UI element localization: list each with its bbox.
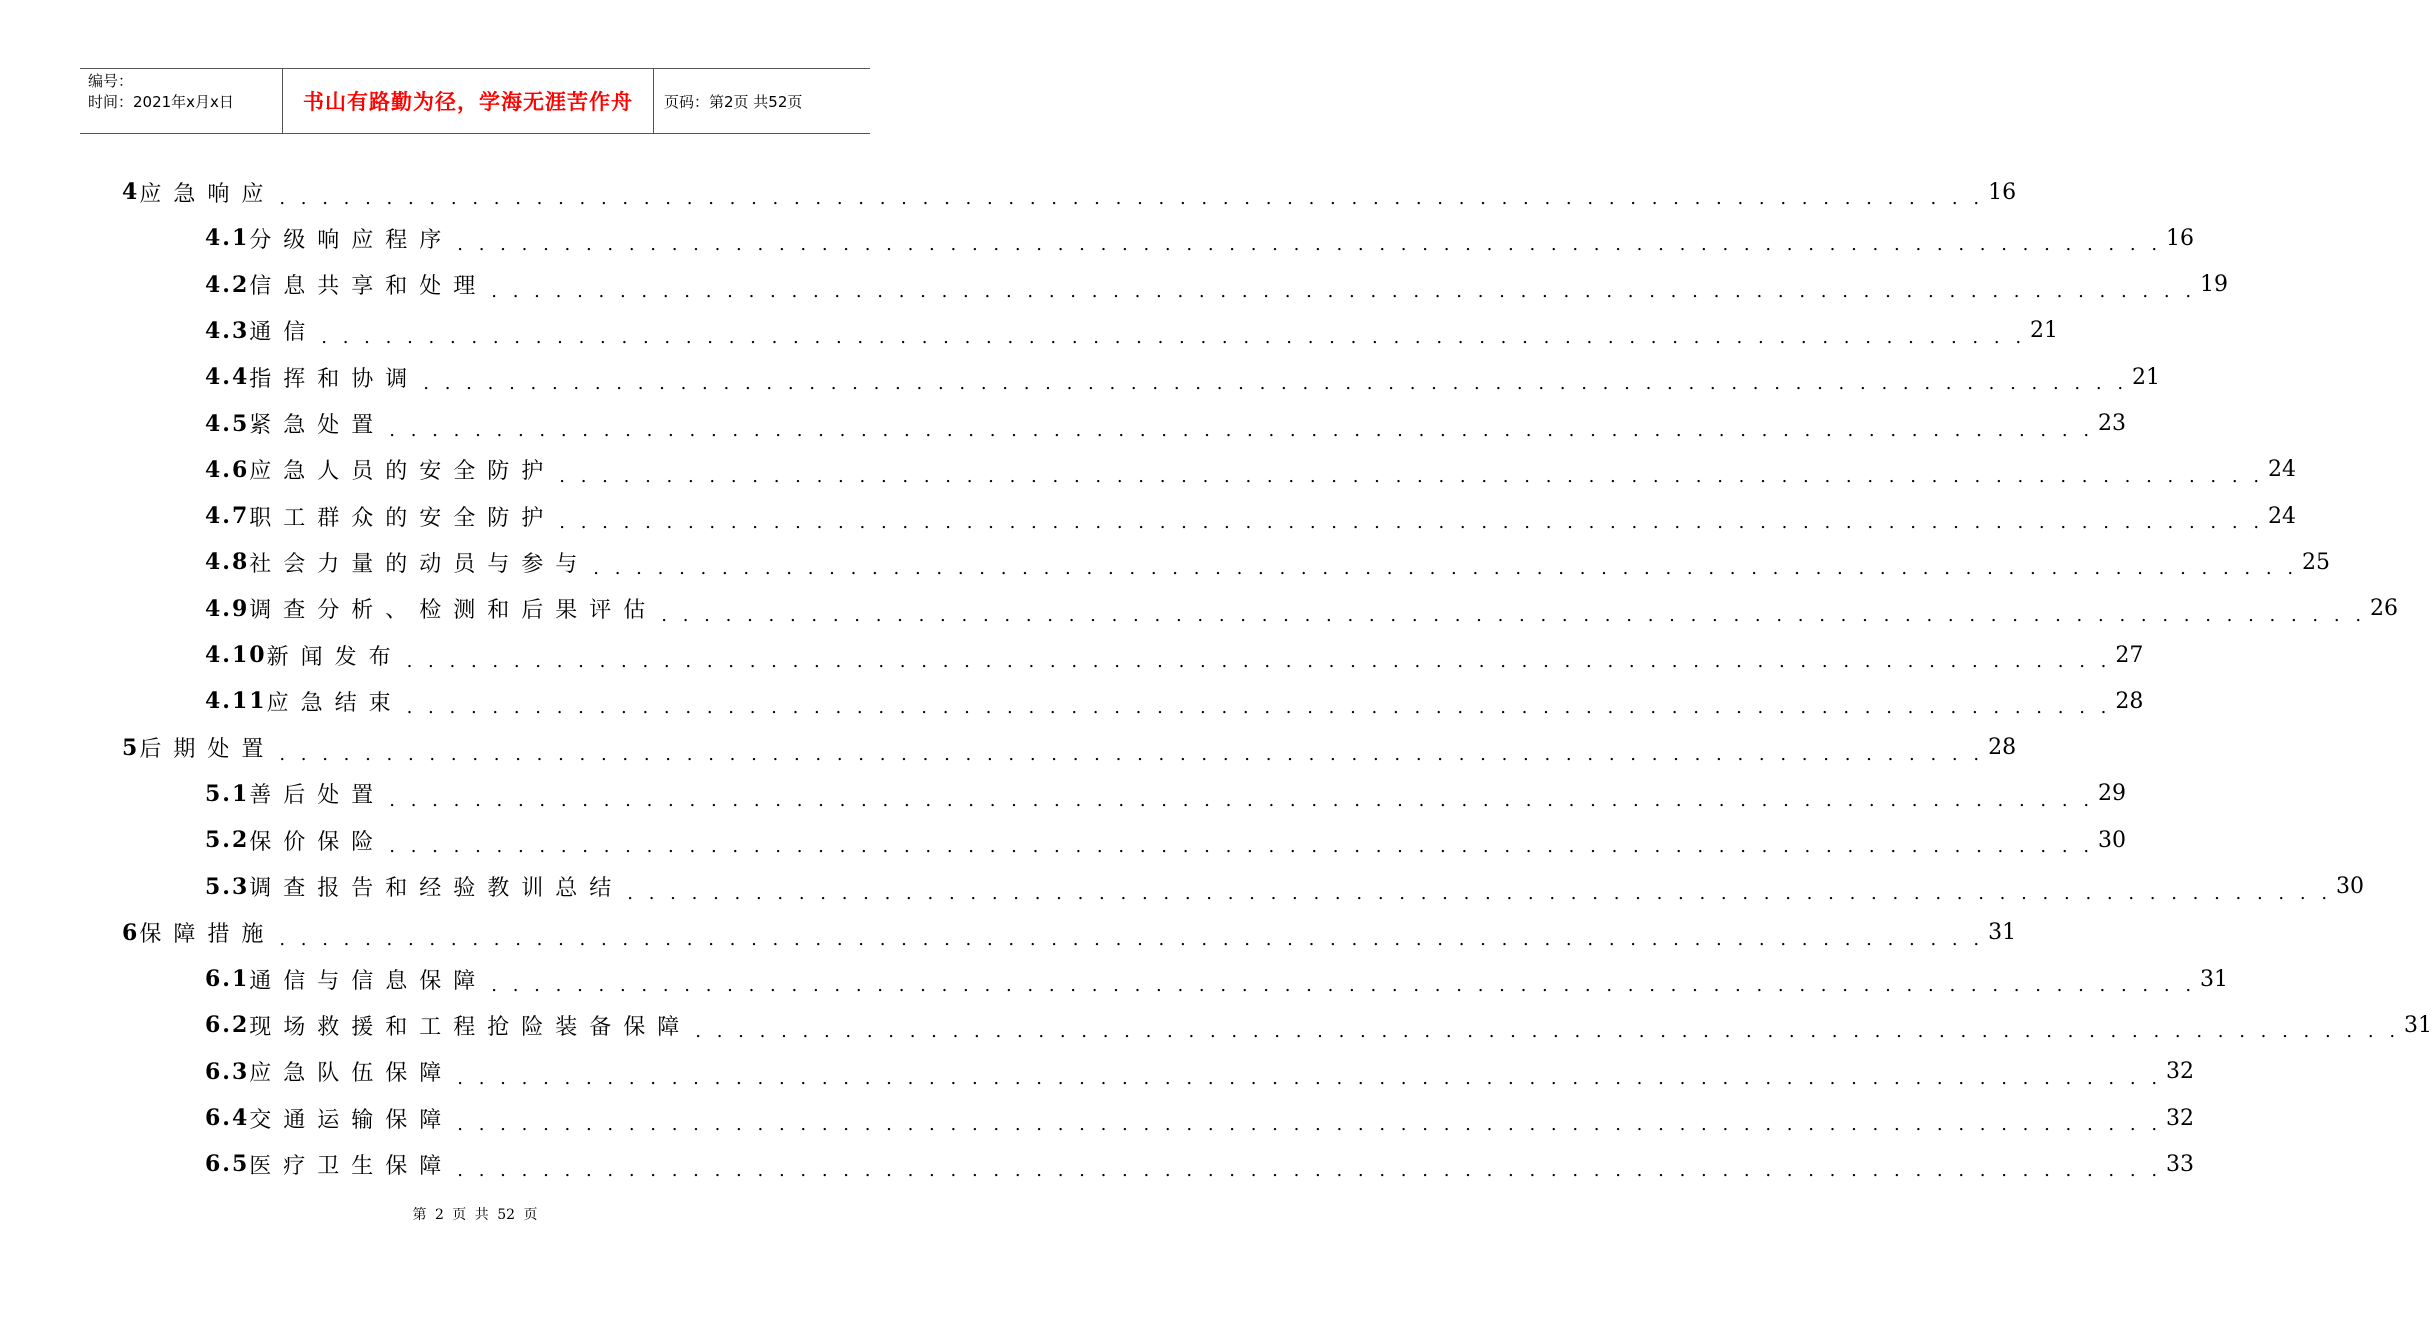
toc-entry-page: 32 — [2166, 1105, 2195, 1131]
toc-entry-number: 4.11 — [205, 688, 267, 715]
toc-entry-page: 21 — [2030, 318, 2059, 344]
toc-dot-leader: . . . . . . . . . . . . . . . . . . . . . . . . . . . . . . . . . . . . . . . . . . . . . . . . . . . . . . . . . . . . . . . . . . . . . . . . . . . . . . . . — [695, 1021, 2401, 1043]
toc-entry-number: 4.4 — [205, 364, 250, 391]
header-motto: 书山有路勤为径，学海无涯苦作舟 — [282, 69, 654, 133]
toc-entry-number: 4.2 — [205, 271, 250, 298]
toc-entry-title: 调查分析、检测和后果评估 — [249, 598, 658, 624]
toc-entry-title: 应急响应 — [139, 181, 276, 207]
toc-entry-page: 19 — [2200, 272, 2229, 298]
toc-entry-title: 保障措施 — [139, 922, 276, 948]
header-meta — [80, 69, 282, 133]
toc-dot-leader: . . . . . . . . . . . . . . . . . . . . . . . . . . . . . . . . . . . . . . . . . . . . . . . . . . . . . . . . . . . . . . . . . . . . . . . . . . . . . . . . — [423, 373, 2129, 395]
toc-dot-leader: . . . . . . . . . . . . . . . . . . . . . . . . . . . . . . . . . . . . . . . . . . . . . . . . . . . . . . . . . . . . . . . . . . . . . . . . . . . . . . . . — [389, 789, 2095, 811]
header-page-info: 页码：第2页 共52页 — [664, 92, 803, 111]
toc-entry[interactable] — [122, 913, 2017, 953]
toc-entry-page: 16 — [1988, 179, 2017, 205]
toc-entry[interactable] — [205, 1144, 2195, 1184]
toc-dot-leader: . . . . . . . . . . . . . . . . . . . . . . . . . . . . . . . . . . . . . . . . . . . . . . . . . . . . . . . . . . . . . . . . . . . . . . . . . . . . . . . . — [491, 975, 2197, 997]
number-label: 编号： — [88, 72, 134, 90]
toc-entry-title: 应急队伍保障 — [249, 1061, 454, 1087]
toc-dot-leader: . . . . . . . . . . . . . . . . . . . . . . . . . . . . . . . . . . . . . . . . . . . . . . . . . . . . . . . . . . . . . . . . . . . . . . . . . . . . . . . . — [593, 558, 2299, 580]
toc-entry-page: 24 — [2268, 457, 2297, 483]
toc-entry-number: 6.3 — [205, 1058, 250, 1085]
toc-entry-title: 分级响应程序 — [249, 227, 454, 253]
toc-entry-title: 紧急处置 — [249, 413, 386, 438]
toc-entry[interactable] — [205, 311, 2059, 351]
toc-entry-page: 28 — [2115, 688, 2144, 714]
toc-entry-page: 23 — [2098, 411, 2127, 436]
toc-entry-number: 4.10 — [205, 642, 267, 668]
toc-entry-title: 医疗卫生保障 — [249, 1153, 454, 1179]
toc-entry-page: 33 — [2166, 1151, 2195, 1177]
toc-entry-page: 26 — [2370, 596, 2399, 622]
toc-entry-title: 后期处置 — [139, 737, 276, 763]
toc-entry-title: 现场救援和工程抢险装备保障 — [249, 1014, 692, 1040]
toc-entry[interactable] — [205, 820, 2127, 860]
toc-entry[interactable] — [122, 172, 2017, 212]
toc-entry-number: 4.9 — [205, 595, 250, 622]
toc-entry-title: 通信与信息保障 — [249, 968, 488, 994]
toc-entry[interactable] — [205, 404, 2127, 444]
toc-entry[interactable] — [205, 1005, 2432, 1045]
toc-entry[interactable] — [205, 774, 2127, 814]
toc-entry[interactable] — [205, 589, 2399, 629]
toc-dot-leader: . . . . . . . . . . . . . . . . . . . . . . . . . . . . . . . . . . . . . . . . . . . . . . . . . . . . . . . . . . . . . . . . . . . . . . . . . . . . . . . . — [406, 697, 2112, 719]
toc-entry[interactable] — [205, 959, 2229, 999]
toc-entry-number: 4.7 — [205, 503, 250, 530]
date-label: 时间：2021年x月x日 — [88, 93, 234, 111]
toc-entry-title: 交通运输保障 — [249, 1107, 454, 1133]
toc-entry-title: 善后处置 — [249, 783, 386, 809]
toc-entry-page: 27 — [2115, 642, 2144, 668]
toc-entry-number: 6 — [122, 919, 140, 946]
toc-entry[interactable] — [205, 542, 2331, 582]
toc-entry-number: 4.1 — [205, 225, 250, 252]
toc-entry-page: 21 — [2132, 364, 2161, 390]
toc-entry-number: 4.6 — [205, 456, 250, 483]
toc-entry-number: 5.3 — [205, 873, 250, 900]
toc-entry-number: 6.2 — [205, 1012, 250, 1039]
toc-dot-leader: . . . . . . . . . . . . . . . . . . . . . . . . . . . . . . . . . . . . . . . . . . . . . . . . . . . . . . . . . . . . . . . . . . . . . . . . . . . . . . . . — [406, 651, 2112, 672]
toc-entry[interactable] — [205, 357, 2161, 397]
toc-entry[interactable] — [205, 867, 2365, 907]
toc-dot-leader: . . . . . . . . . . . . . . . . . . . . . . . . . . . . . . . . . . . . . . . . . . . . . . . . . . . . . . . . . . . . . . . . . . . . . . . . . . . . . . . . — [279, 928, 1985, 950]
toc-dot-leader: . . . . . . . . . . . . . . . . . . . . . . . . . . . . . . . . . . . . . . . . . . . . . . . . . . . . . . . . . . . . . . . . . . . . . . . . . . . . . . . . — [389, 419, 2095, 441]
toc-entry-title: 通信 — [249, 320, 318, 346]
toc-entry-number: 5.2 — [205, 827, 250, 854]
toc-entry-title: 应急人员的安全防护 — [249, 459, 556, 485]
toc-entry-title: 新闻发布 — [266, 644, 403, 670]
toc-entry[interactable] — [205, 265, 2229, 305]
toc-entry-title: 职工群众的安全防护 — [249, 505, 556, 531]
toc-entry-number: 4.8 — [205, 549, 250, 576]
toc-entry-page: 28 — [1988, 735, 2017, 761]
toc-entry-number: 4.5 — [205, 410, 250, 437]
toc-entry[interactable] — [205, 1052, 2195, 1092]
toc-entry[interactable] — [205, 635, 2144, 675]
toc-dot-leader: . . . . . . . . . . . . . . . . . . . . . . . . . . . . . . . . . . . . . . . . . . . . . . . . . . . . . . . . . . . . . . . . . . . . . . . . . . . . . . . . — [457, 234, 2163, 256]
toc-entry[interactable] — [122, 728, 2017, 768]
toc-entry-number: 6.1 — [205, 966, 250, 993]
toc-entry-number: 4.3 — [205, 317, 250, 344]
page-header — [80, 68, 870, 134]
toc-dot-leader: . . . . . . . . . . . . . . . . . . . . . . . . . . . . . . . . . . . . . . . . . . . . . . . . . . . . . . . . . . . . . . . . . . . . . . . . . . . . . . . . — [661, 604, 2367, 626]
toc-dot-leader: . . . . . . . . . . . . . . . . . . . . . . . . . . . . . . . . . . . . . . . . . . . . . . . . . . . . . . . . . . . . . . . . . . . . . . . . . . . . . . . . — [321, 326, 2027, 348]
toc-entry-page: 30 — [2098, 827, 2127, 853]
toc-entry-page: 31 — [2404, 1012, 2432, 1038]
toc-entry[interactable] — [205, 681, 2144, 721]
toc-dot-leader: . . . . . . . . . . . . . . . . . . . . . . . . . . . . . . . . . . . . . . . . . . . . . . . . . . . . . . . . . . . . . . . . . . . . . . . . . . . . . . . . — [457, 1160, 2163, 1182]
toc-entry-page: 29 — [2098, 781, 2127, 807]
toc-entry[interactable] — [205, 1098, 2195, 1138]
toc-entry-page: 25 — [2302, 549, 2331, 575]
toc-entry-number: 5.1 — [205, 780, 250, 807]
toc-dot-leader: . . . . . . . . . . . . . . . . . . . . . . . . . . . . . . . . . . . . . . . . . . . . . . . . . . . . . . . . . . . . . . . . . . . . . . . . . . . . . . . . — [491, 280, 2197, 302]
toc-entry-title: 社会力量的动员与参与 — [249, 551, 590, 577]
toc-entry-page: 16 — [2166, 225, 2195, 251]
toc-entry-title: 指挥和协调 — [249, 366, 420, 392]
toc-entry[interactable] — [205, 218, 2195, 258]
toc-entry[interactable] — [205, 450, 2297, 490]
toc-entry-page: 31 — [1988, 920, 2017, 946]
toc-dot-leader: . . . . . . . . . . . . . . . . . . . . . . . . . . . . . . . . . . . . . . . . . . . . . . . . . . . . . . . . . . . . . . . . . . . . . . . . . . . . . . . . — [457, 1067, 2163, 1089]
toc-entry-number: 4 — [122, 179, 140, 205]
toc-entry-page: 24 — [2268, 503, 2297, 529]
toc-entry-page: 32 — [2166, 1059, 2195, 1085]
toc-entry-title: 保价保险 — [249, 829, 386, 855]
toc-dot-leader: . . . . . . . . . . . . . . . . . . . . . . . . . . . . . . . . . . . . . . . . . . . . . . . . . . . . . . . . . . . . . . . . . . . . . . . . . . . . . . . . — [559, 465, 2265, 487]
toc-dot-leader: . . . . . . . . . . . . . . . . . . . . . . . . . . . . . . . . . . . . . . . . . . . . . . . . . . . . . . . . . . . . . . . . . . . . . . . . . . . . . . . . — [279, 743, 1985, 765]
toc-entry-number: 6.5 — [205, 1151, 250, 1178]
toc-entry-title: 应急结束 — [266, 690, 403, 716]
toc-entry[interactable] — [205, 496, 2297, 536]
page-footer: 第 2 页 共 52 页 — [412, 1207, 538, 1223]
toc-entry-title: 信息共享和处理 — [249, 274, 488, 300]
toc-dot-leader: . . . . . . . . . . . . . . . . . . . . . . . . . . . . . . . . . . . . . . . . . . . . . . . . . . . . . . . . . . . . . . . . . . . . . . . . . . . . . . . . — [457, 1114, 2163, 1135]
toc-dot-leader: . . . . . . . . . . . . . . . . . . . . . . . . . . . . . . . . . . . . . . . . . . . . . . . . . . . . . . . . . . . . . . . . . . . . . . . . . . . . . . . . — [627, 882, 2333, 904]
toc-dot-leader: . . . . . . . . . . . . . . . . . . . . . . . . . . . . . . . . . . . . . . . . . . . . . . . . . . . . . . . . . . . . . . . . . . . . . . . . . . . . . . . . — [559, 512, 2265, 534]
toc-dot-leader: . . . . . . . . . . . . . . . . . . . . . . . . . . . . . . . . . . . . . . . . . . . . . . . . . . . . . . . . . . . . . . . . . . . . . . . . . . . . . . . . — [279, 188, 1985, 209]
toc-entry-page: 30 — [2336, 874, 2365, 899]
toc-dot-leader: . . . . . . . . . . . . . . . . . . . . . . . . . . . . . . . . . . . . . . . . . . . . . . . . . . . . . . . . . . . . . . . . . . . . . . . . . . . . . . . . — [389, 836, 2095, 858]
toc-entry-number: 5 — [122, 734, 140, 761]
toc-entry-number: 6.4 — [205, 1105, 250, 1131]
toc-entry-page: 31 — [2200, 966, 2229, 992]
toc-entry-title: 调查报告和经验教训总结 — [249, 876, 624, 901]
